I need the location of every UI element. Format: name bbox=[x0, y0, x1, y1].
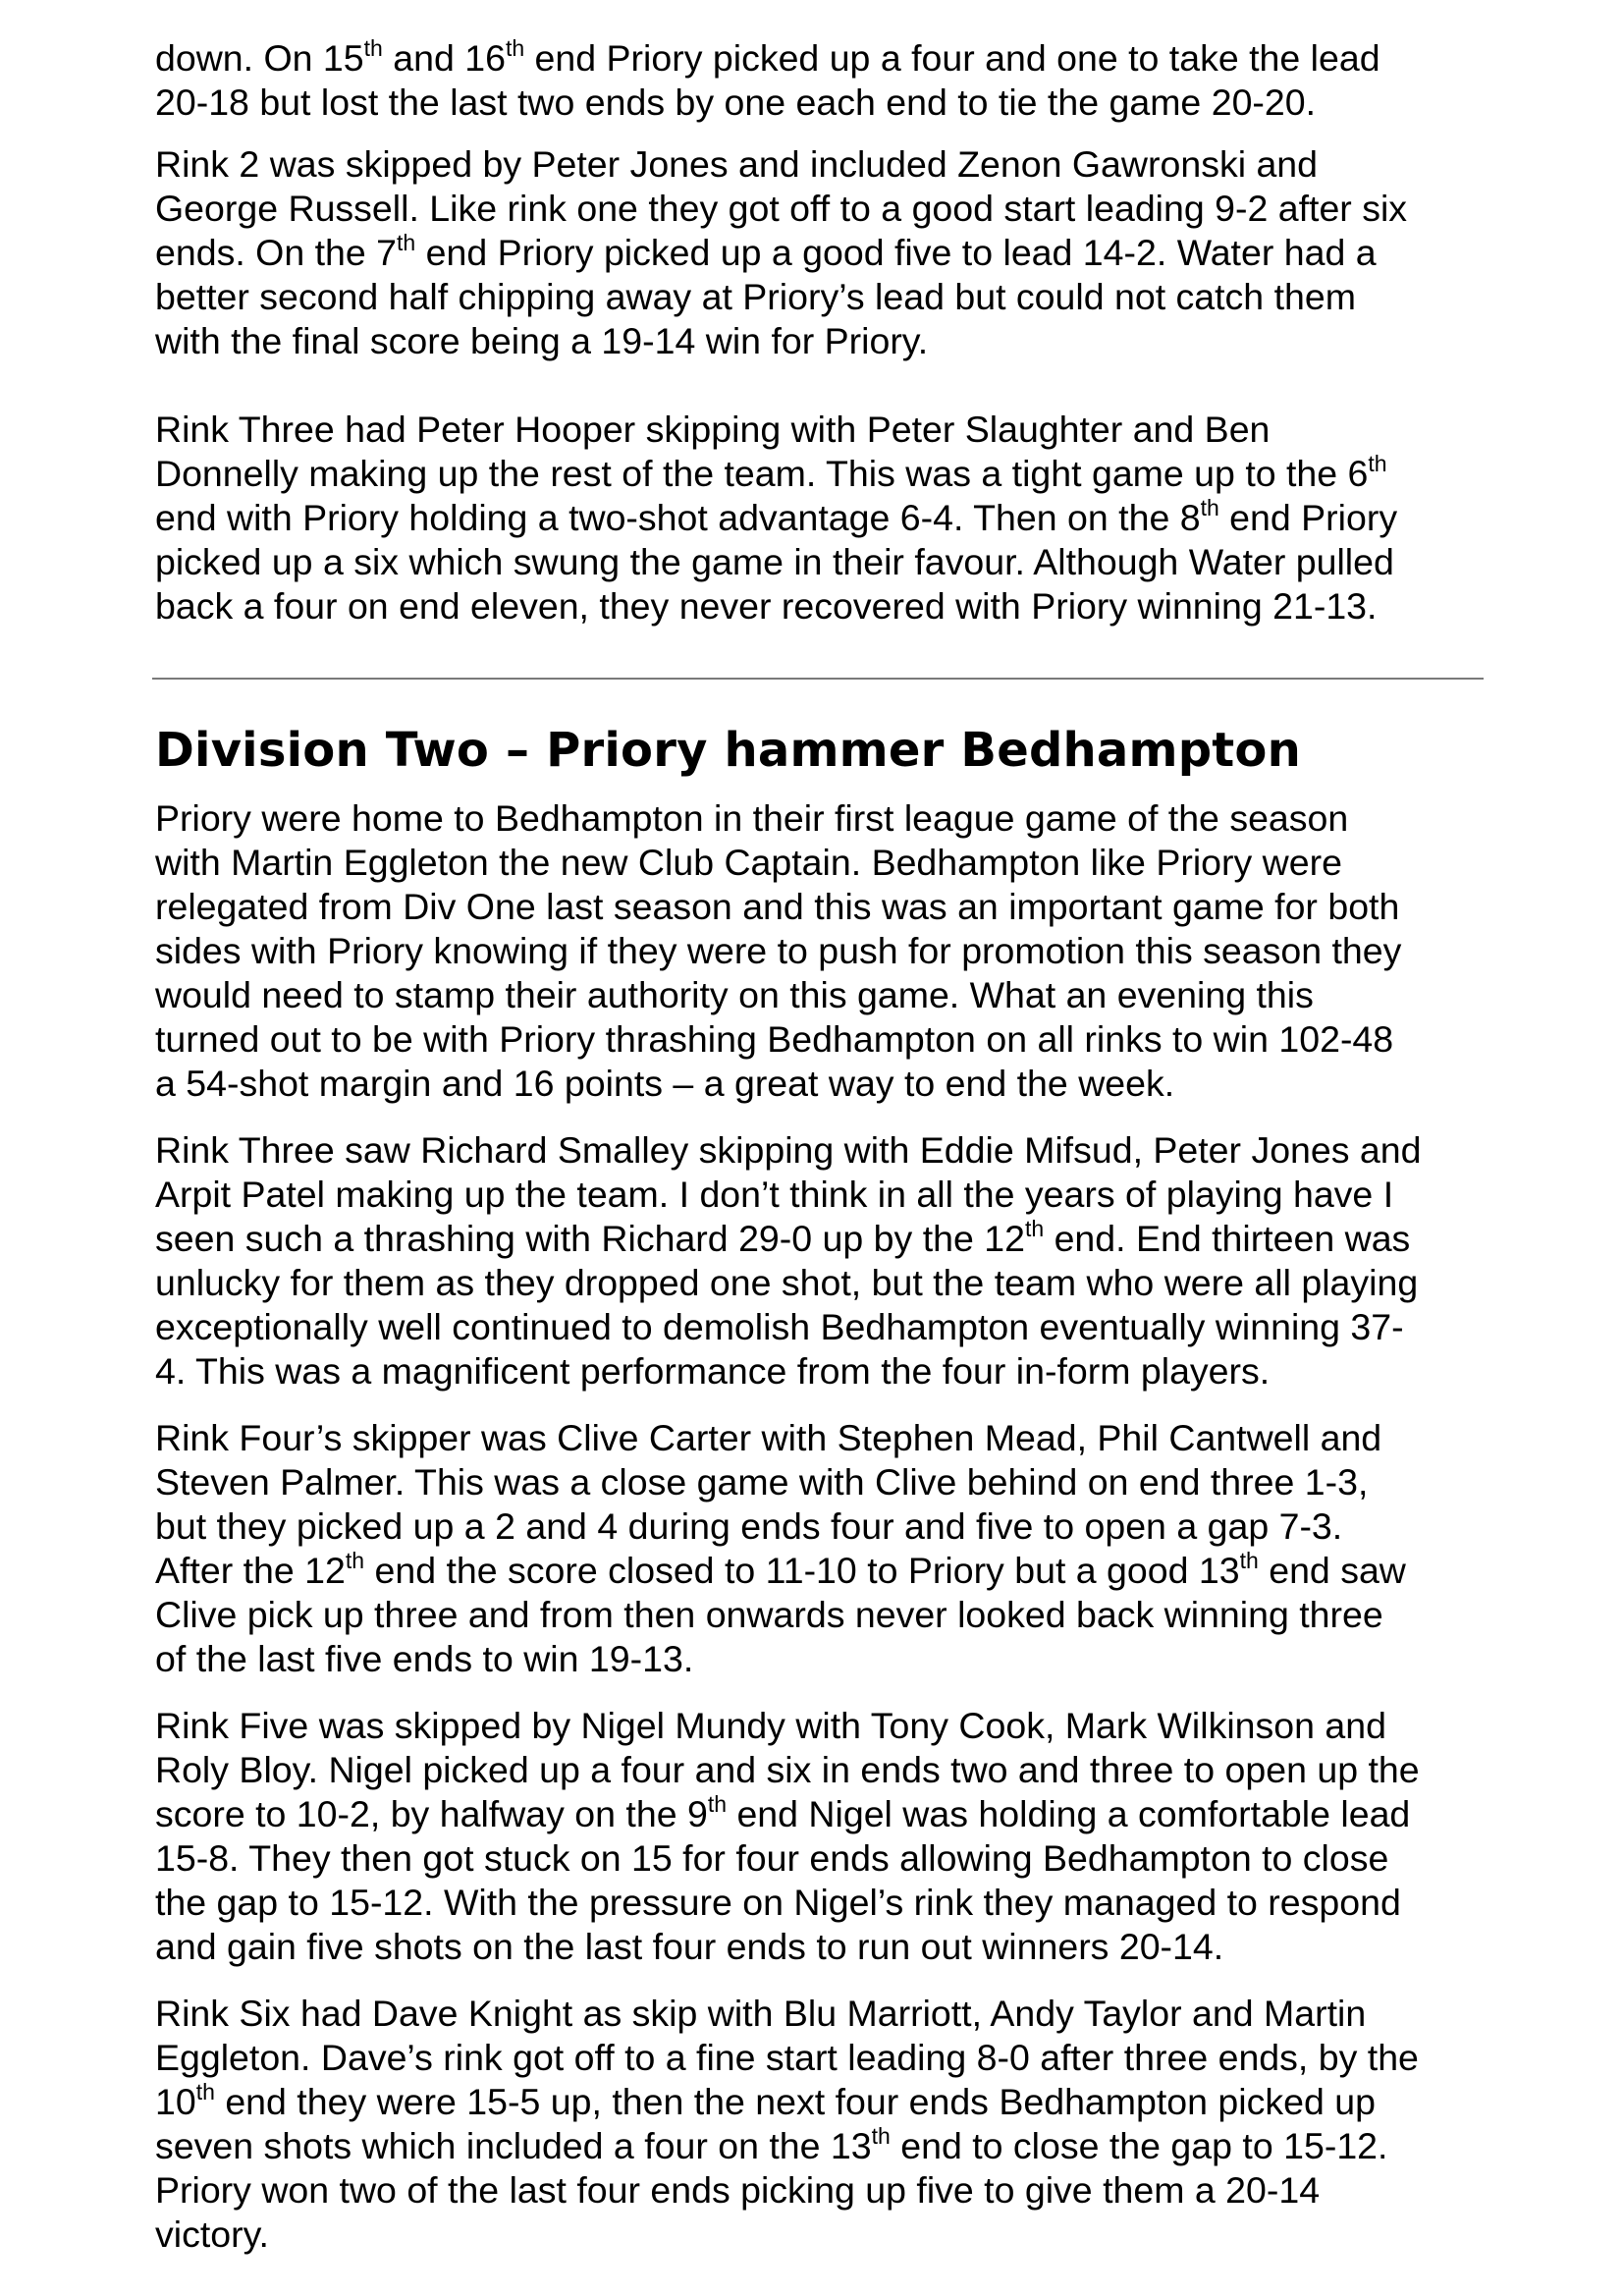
paragraph-rink-three bbox=[155, 408, 1530, 629]
text-line: turned out to be with Priory thrashing Bedhampton on all rinks to win 102-48 bbox=[155, 1018, 1394, 1060]
ordinal-suffix: th bbox=[363, 34, 383, 61]
text-line: the gap to 15-12. With the pressure on Nigel’s rink they managed to respond bbox=[155, 1882, 1401, 1923]
text-line: Rink Six had Dave Knight as skip with Blu Marriott, Andy Taylor and Martin bbox=[155, 1993, 1367, 2034]
text-line: Rink Three saw Richard Smalley skipping with Eddie Mifsud, Peter Jones and bbox=[155, 1129, 1422, 1171]
text-line: picked up a six which swung the game in their favour. Although Water pulled bbox=[155, 541, 1394, 582]
text-line: Rink Three had Peter Hooper skipping with Peter Slaughter and Ben bbox=[155, 409, 1271, 450]
text-line: down. On 15th and 16th end Priory picked up a four and one to take the lead bbox=[155, 34, 1380, 79]
text-line: but they picked up a 2 and 4 during ends four and five to open a gap 7-3. bbox=[155, 1505, 1343, 1547]
ordinal-suffix: th bbox=[195, 2078, 215, 2105]
text-line: Donnelly making up the rest of the team. This was a tight game up to the 6th bbox=[155, 450, 1387, 494]
text-line: George Russell. Like rink one they got off to a good start leading 9-2 after six bbox=[155, 188, 1408, 229]
text-line: Rink Four’s skipper was Clive Carter with Stephen Mead, Phil Cantwell and bbox=[155, 1417, 1382, 1458]
section-heading: Division Two – Priory hammer Bedhampton bbox=[155, 723, 1301, 778]
text-line: Clive pick up three and from then onwards never looked back winning three bbox=[155, 1594, 1383, 1635]
text-line: better second half chipping away at Priory’s lead but could not catch them bbox=[155, 276, 1356, 317]
ordinal-suffix: th bbox=[505, 34, 525, 61]
ordinal-suffix: th bbox=[1368, 450, 1387, 476]
text-line: Rink Five was skipped by Nigel Mundy with Tony Cook, Mark Wilkinson and bbox=[155, 1705, 1386, 1746]
text-line: seen such a thrashing with Richard 29-0 up by the 12th end. End thirteen was bbox=[155, 1215, 1411, 1259]
section-divider bbox=[152, 678, 1484, 680]
text-line: a 54-shot margin and 16 points – a great way to end the week. bbox=[155, 1063, 1175, 1104]
text-line: victory. bbox=[155, 2214, 269, 2255]
text-line: Steven Palmer. This was a close game with Clive behind on end three 1-3, bbox=[155, 1461, 1369, 1503]
paragraph-rink-one-end bbox=[155, 36, 1530, 125]
text-line: would need to stamp their authority on this game. What an evening this bbox=[155, 974, 1314, 1015]
text-line: with the final score being a 19-14 win for Priory. bbox=[155, 320, 929, 361]
text-line: 20-18 but lost the last two ends by one each end to tie the game 20-20. bbox=[155, 82, 1317, 123]
text-line: back a four on end eleven, they never recovered with Priory winning 21-13. bbox=[155, 585, 1378, 627]
paragraph-rink-five bbox=[155, 1704, 1530, 1969]
ordinal-suffix: th bbox=[871, 2122, 891, 2149]
paragraph-rink-two bbox=[155, 142, 1530, 363]
ordinal-suffix: th bbox=[1239, 1547, 1259, 1573]
text-line: end with Priory holding a two-shot advantage 6-4. Then on the 8th end Priory bbox=[155, 494, 1398, 538]
paragraph-rink-six bbox=[155, 1992, 1530, 2257]
text-line: 10th end they were 15-5 up, then the next four ends Bedhampton picked up bbox=[155, 2078, 1376, 2122]
text-line: Priory won two of the last four ends picking up five to give them a 20-14 bbox=[155, 2169, 1321, 2211]
text-line: Priory were home to Bedhampton in their first league game of the season bbox=[155, 797, 1349, 839]
text-line: score to 10-2, by halfway on the 9th end Nigel was holding a comfortable lead bbox=[155, 1790, 1411, 1834]
ordinal-suffix: th bbox=[345, 1547, 365, 1573]
text-line: Arpit Patel making up the team. I don’t think in all the years of playing have I bbox=[155, 1174, 1394, 1215]
text-line: 4. This was a magnificent performance from the four in-form players. bbox=[155, 1350, 1271, 1392]
text-line: and gain five shots on the last four ends to run out winners 20-14. bbox=[155, 1926, 1224, 1967]
text-line: seven shots which included a four on the 13th end to close the gap to 15-12. bbox=[155, 2122, 1388, 2166]
text-line: sides with Priory knowing if they were to push for promotion this season they bbox=[155, 930, 1402, 971]
ordinal-suffix: th bbox=[1200, 494, 1219, 520]
text-line: 15-8. They then got stuck on 15 for four ends allowing Bedhampton to close bbox=[155, 1837, 1389, 1879]
text-line: relegated from Div One last season and this was an important game for both bbox=[155, 886, 1400, 927]
text-line: Eggleton. Dave’s rink got off to a fine start leading 8-0 after three ends, by the bbox=[155, 2037, 1419, 2078]
text-line: with Martin Eggleton the new Club Captain. Bedhampton like Priory were bbox=[155, 842, 1342, 883]
text-line: Roly Bloy. Nigel picked up a four and six in ends two and three to open up the bbox=[155, 1749, 1420, 1790]
paragraph-rink-three-smalley bbox=[155, 1128, 1530, 1394]
text-line: unlucky for them as they dropped one shot, but the team who were all playing bbox=[155, 1262, 1419, 1303]
text-line: of the last five ends to win 19-13. bbox=[155, 1638, 694, 1679]
ordinal-suffix: th bbox=[1024, 1215, 1045, 1241]
ordinal-suffix: th bbox=[397, 229, 416, 255]
text-line: exceptionally well continued to demolish Bedhampton eventually winning 37- bbox=[155, 1306, 1404, 1347]
paragraph-division-two-intro bbox=[155, 796, 1530, 1106]
ordinal-suffix: th bbox=[707, 1790, 728, 1817]
paragraph-rink-four bbox=[155, 1416, 1530, 1681]
text-line: Rink 2 was skipped by Peter Jones and included Zenon Gawronski and bbox=[155, 143, 1319, 185]
text-line: ends. On the 7th end Priory picked up a good five to lead 14-2. Water had a bbox=[155, 229, 1377, 273]
text-line: After the 12th end the score closed to 11-10 to Priory but a good 13th end saw bbox=[155, 1547, 1406, 1591]
